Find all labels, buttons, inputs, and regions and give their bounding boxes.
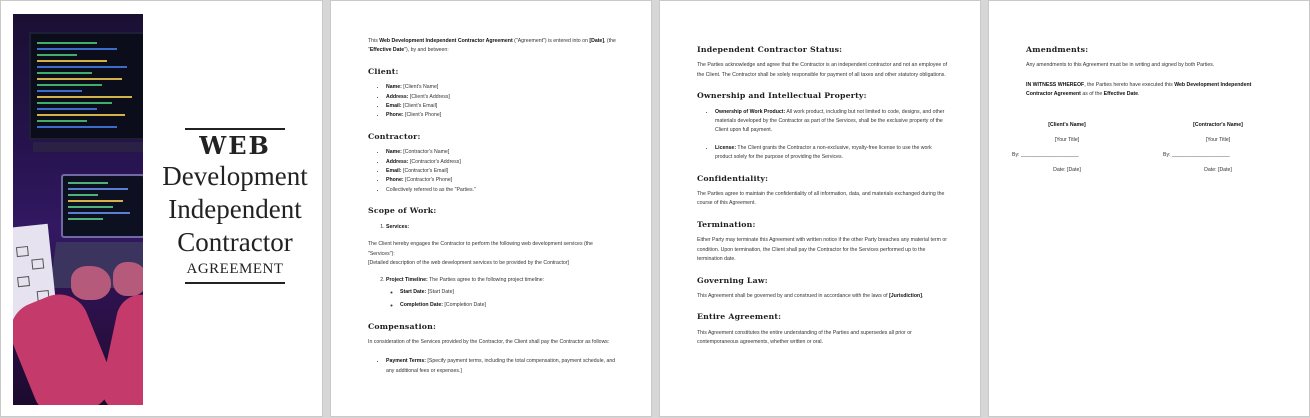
list-item: • Name: [Contractor's Name] bbox=[386, 148, 619, 157]
cover-photo bbox=[13, 14, 143, 405]
list-item: • License: The Client grants the Contractor a non-exclusive, royalty-free license to use the work product solely for the purpose of providing the Services. bbox=[715, 144, 948, 163]
title-word: WEB bbox=[199, 131, 271, 160]
client-signature-block bbox=[1012, 121, 1122, 181]
amendments-heading: Amendments: bbox=[1026, 45, 1089, 54]
list-item: ◦ Start Date: [Start Date] bbox=[400, 288, 619, 297]
status-heading: Independent Contractor Status: bbox=[697, 45, 843, 54]
page-2-body bbox=[368, 37, 619, 382]
list-item: • Payment Terms: [Specify payment terms, including the total compensation, payment schedule, and any additional fees or expenses.] bbox=[386, 357, 619, 376]
timeline-list bbox=[386, 288, 619, 311]
list-item: 1. Services: bbox=[386, 223, 619, 232]
hand-graphic bbox=[71, 266, 111, 300]
list-item: 2. Project Timeline: The Parties agree to the following project timeline: ◦ Start Date: [Start Date] ◦ Completion Date: [Completion Date] bbox=[386, 276, 619, 310]
title-subtitle: AGREEMENT bbox=[186, 261, 284, 277]
laptop-graphic bbox=[61, 174, 143, 238]
client-list bbox=[368, 83, 619, 121]
title-line: Development bbox=[162, 161, 308, 191]
client-sig-title: [Your Title] bbox=[1054, 137, 1080, 143]
list-item: • Email: [Contractor's Email] bbox=[386, 167, 619, 176]
termination-text: Either Party may terminate this Agreement with written notice if the other Party breaches any material term or condition. Upon termination, the Client shall pay the Contractor for the Services performed up to the termination date. bbox=[697, 237, 947, 263]
contractor-list bbox=[368, 148, 619, 195]
page-3-body bbox=[697, 45, 948, 354]
governing-law-text: This Agreement shall be governed by and construed in accordance with the laws of [Jurisdiction]. bbox=[697, 292, 924, 299]
contractor-sig-line: By: ____________________ bbox=[1163, 152, 1230, 158]
ip-heading: Ownership and Intellectual Property: bbox=[697, 91, 867, 101]
contractor-heading: Contractor: bbox=[368, 131, 421, 141]
monitor-graphic bbox=[29, 32, 143, 140]
list-item: • Phone: [Contractor's Phone] bbox=[386, 176, 619, 185]
payment-list bbox=[368, 357, 619, 376]
page-3 bbox=[659, 0, 981, 417]
services-placeholder: [Detailed description of the web development services to be provided by the Contractor] bbox=[368, 259, 569, 266]
list-item: • Address: [Contractor's Address] bbox=[386, 158, 619, 167]
compensation-heading: Compensation: bbox=[368, 321, 437, 331]
page-4-body bbox=[1026, 45, 1277, 106]
compensation-text: In consideration of the Services provided by the Contractor, the Client shall pay the Contractor as follows: bbox=[368, 338, 610, 345]
client-sig-line: By: ____________________ bbox=[1012, 152, 1079, 158]
page-4 bbox=[988, 0, 1310, 417]
title-rule-bottom bbox=[185, 282, 285, 284]
confidentiality-heading: Confidentiality: bbox=[697, 173, 769, 183]
contractor-sig-name: [Contractor's Name] bbox=[1193, 122, 1243, 128]
list-item: • Address: [Client's Address] bbox=[386, 93, 619, 102]
title-line: Contractor bbox=[177, 227, 293, 257]
client-sig-name: [Client's Name] bbox=[1048, 122, 1086, 128]
page-2 bbox=[330, 0, 652, 417]
amendments-text: Any amendments to this Agreement must be in writing and signed by both Parties. bbox=[1026, 62, 1215, 69]
scope-heading: Scope of Work: bbox=[368, 206, 437, 216]
client-sig-date: Date: [Date] bbox=[1053, 167, 1081, 173]
list-item: ◦ Completion Date: [Completion Date] bbox=[400, 301, 619, 310]
hand-graphic bbox=[113, 262, 143, 296]
contractor-sig-title: [Your Title] bbox=[1205, 137, 1231, 143]
client-heading: Client: bbox=[368, 66, 399, 76]
entire-agreement-heading: Entire Agreement: bbox=[697, 312, 782, 322]
list-item: • Name: [Client's Name] bbox=[386, 83, 619, 92]
confidentiality-text: The Parties agree to maintain the confidentiality of all information, data, and materials exchanged during the course of this Agreement. bbox=[697, 191, 945, 207]
scope-list-2 bbox=[368, 276, 619, 310]
contractor-sig-date: Date: [Date] bbox=[1204, 167, 1232, 173]
title-rule-top bbox=[185, 128, 285, 130]
sleeve-graphic bbox=[97, 290, 143, 405]
title-line: Independent bbox=[168, 194, 302, 224]
scope-list bbox=[368, 223, 619, 232]
termination-heading: Termination: bbox=[697, 219, 756, 229]
list-item: • Collectively referred to as the "Parties." bbox=[386, 186, 619, 195]
intro-paragraph: This Web Development Independent Contractor Agreement ("Agreement") is entered into on [Date], (the "Effective Date"), by and between: bbox=[368, 38, 616, 54]
status-text: The Parties acknowledge and agree that the Contractor is an independent contractor and not an employee of the Client. The Contractor shall be solely responsible for payment of all taxes and other statutory obligations. bbox=[697, 62, 948, 78]
cover-page bbox=[0, 0, 323, 417]
contractor-signature-block bbox=[1163, 121, 1273, 181]
ip-list bbox=[697, 108, 948, 163]
list-item: • Ownership of Work Product: All work product, including but not limited to code, designs, and other materials developed by the Contractor as part of the Services, shall be the exclusive property of the Client upon full payment. bbox=[715, 108, 948, 136]
cover-title bbox=[146, 128, 323, 284]
entire-agreement-text: This Agreement constitutes the entire understanding of the Parties and supersedes all prior or contemporaneous agreements, whether written or oral. bbox=[697, 329, 912, 346]
desk-shelf bbox=[33, 142, 143, 152]
services-text: The Client hereby engages the Contractor to perform the following web development services (the "Services"): bbox=[368, 241, 593, 257]
witness-text: IN WITNESS WHEREOF, the Parties hereto have executed this Web Development Independent Contractor Agreement as of the Effective Date. bbox=[1026, 81, 1252, 98]
governing-law-heading: Governing Law: bbox=[697, 275, 768, 285]
list-item: • Phone: [Client's Phone] bbox=[386, 111, 619, 120]
list-item: • Email: [Client's Email] bbox=[386, 102, 619, 111]
